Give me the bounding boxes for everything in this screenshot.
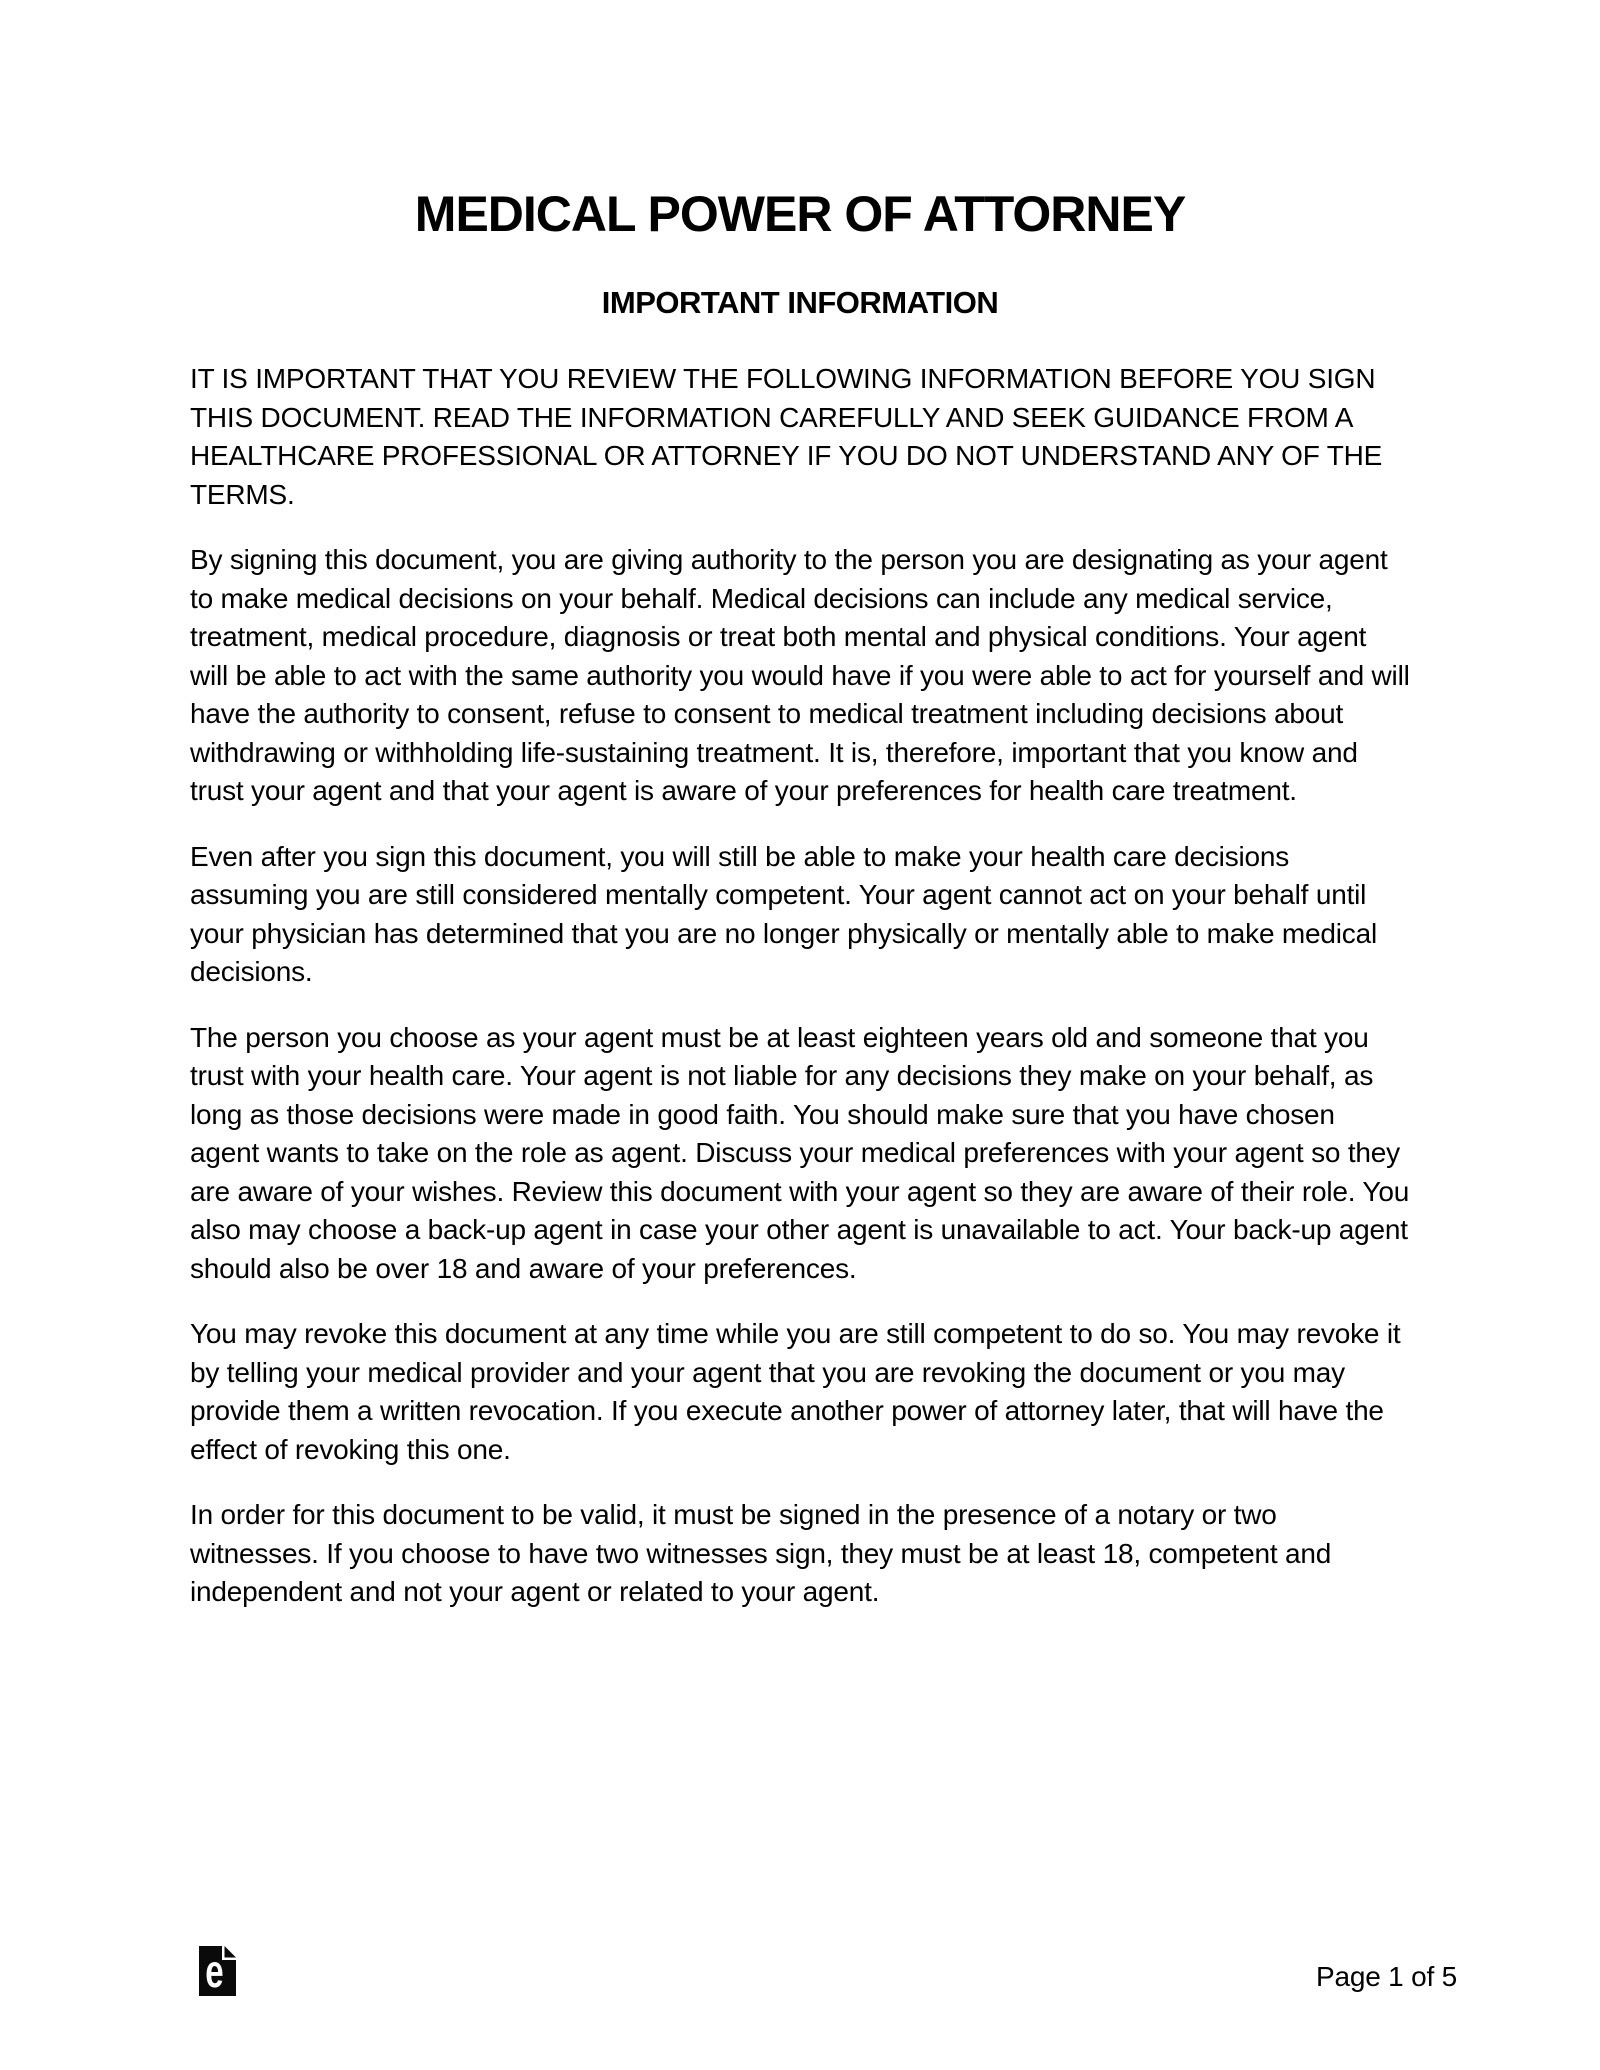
document-content [190, 0, 1410, 1639]
page-number: Page 1 of 5 [1315, 1961, 1457, 1992]
agent-selection-paragraph: The person you choose as your agent must be at least eighteen years old and someone that you trust with your health care. Your agent is not liable for any decisions they make on your behalf, as long as those decisions were made in good faith. You should make sure that you have chosen agent wants to take on the role as agent. Discuss your medical preferences with your agent so they are aware of your wishes. Review this document with your agent so they are aware of their role. You also may choose a back-up agent in case your other agent is unavailable to act. Your back-up agent should also be over 18 and aware of your preferences. [190, 1021, 1410, 1284]
revocation-paragraph: You may revoke this document at any time while you are still competent to do so. You may revoke it by telling your medical provider and your agent that you are revoking the document or you may provide them a written revocation. If you execute another power of attorney later, that will have the effect of revoking this one. [190, 1318, 1401, 1465]
logo-folded-corner [225, 1946, 237, 1958]
review-warning-paragraph: IT IS IMPORTANT THAT YOU REVIEW THE FOLLOWING INFORMATION BEFORE YOU SIGN THIS DOCUMENT. READ THE INFORMATION CAREFULLY AND SEEK GUIDANCE FROM A HEALTHCARE PROFESSIONAL OR ATTORNEY IF YOU DO NOT UNDERSTAND ANY OF THE TERMS. [190, 363, 1383, 510]
competency-paragraph: Even after you sign this document, you will still be able to make your health care decisions assuming you are still considered mentally competent. Your agent cannot act on your behalf until your physician has determined that you are no longer physically or mentally able to make medical decisions. [190, 840, 1377, 987]
logo-letter: e [205, 1946, 224, 1996]
body-copy [190, 360, 1410, 1612]
validity-witnesses-paragraph: In order for this document to be valid, it must be signed in the presence of a notary or two witnesses. If you choose to have two witnesses sign, they must be at least 18, competent and independent and not your agent or related to your agent. [190, 1499, 1332, 1607]
document-subtitle: IMPORTANT INFORMATION [601, 285, 999, 320]
eforms-document-logo-icon [199, 1946, 236, 1996]
document-title: MEDICAL POWER OF ATTORNEY [414, 186, 1186, 242]
agent-authority-paragraph: By signing this document, you are giving authority to the person you are designating as your agent to make medical decisions on your behalf. Medical decisions can include any medical service, treatment, medical procedure, diagnosis or treat both mental and physical conditions. Your agent will be able to act with the same authority you would have if you were able to act for yourself and will have the authority to consent, refuse to consent to medical treatment including decisions about withdrawing or withholding life-sustaining treatment. It is, therefore, important that you know and trust your agent and that your agent is aware of your preferences for health care treatment. [190, 544, 1410, 806]
